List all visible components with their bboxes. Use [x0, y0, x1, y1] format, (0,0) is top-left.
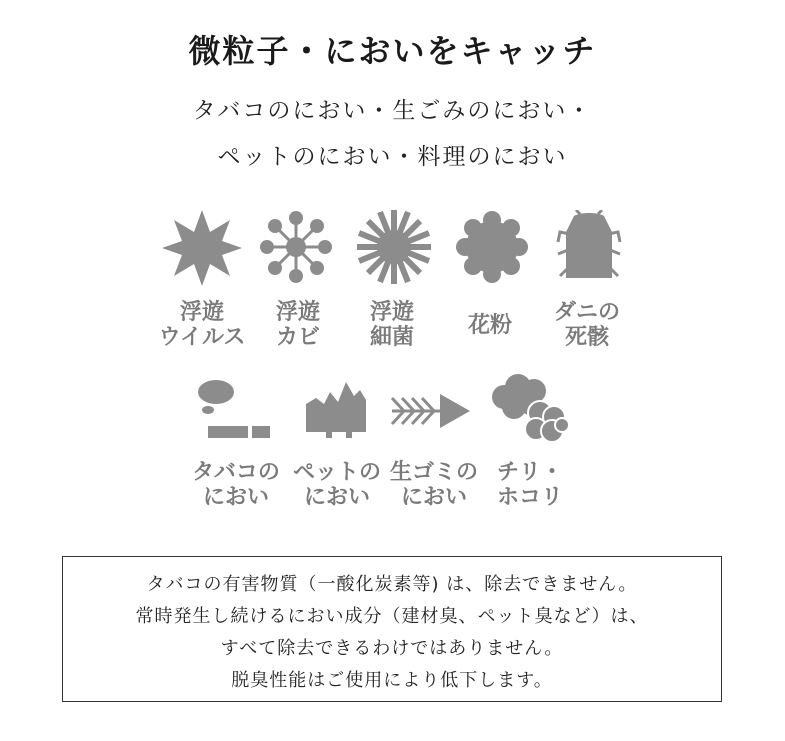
- label-garbage-odor: 生ゴミの におい: [389, 460, 478, 510]
- cigarette-smoke-icon: [196, 378, 272, 440]
- dust-cloud-icon: [490, 373, 570, 445]
- label-pollen: 花粉: [467, 313, 512, 338]
- page-title: 微粒子・においをキャッチ: [188, 32, 597, 70]
- fish-bone-icon: [390, 392, 472, 430]
- disclaimer-line-4: 脱臭性能はご使用により低下します。: [231, 670, 553, 691]
- pollen-icon: [456, 211, 528, 283]
- subtitle-line-1: タバコのにおい・生ごみのにおい・: [192, 98, 593, 124]
- disclaimer-box: [62, 556, 722, 702]
- sun-burst-icon: [355, 208, 433, 286]
- disclaimer-line-2: 常時発生し続けるにおい成分（建材臭、ペット臭など）は、: [135, 606, 649, 627]
- label-tobacco-odor: タバコの におい: [192, 460, 280, 510]
- star-burst-icon: [160, 208, 244, 288]
- label-dust: チリ・ ホコリ: [496, 460, 563, 510]
- mite-icon: [556, 210, 622, 284]
- subtitle-line-2: ペットのにおい・料理のにおい: [217, 144, 568, 170]
- label-airborne-bacteria: 浮遊 細菌: [369, 300, 414, 350]
- label-mite-remains: ダニの 死骸: [553, 300, 620, 350]
- label-airborne-mold: 浮遊 カビ: [275, 300, 320, 350]
- pet-silhouette-icon: [302, 378, 368, 440]
- disclaimer-line-3: すべて除去できるわけではありません。: [220, 638, 564, 659]
- molecule-cluster-icon: [259, 210, 333, 284]
- disclaimer-line-1: タバコの有害物質（一酸化炭素等) は、除去できません。: [146, 574, 638, 595]
- label-pet-odor: ペットの におい: [292, 460, 381, 510]
- label-airborne-virus: 浮遊 ウイルス: [158, 300, 246, 350]
